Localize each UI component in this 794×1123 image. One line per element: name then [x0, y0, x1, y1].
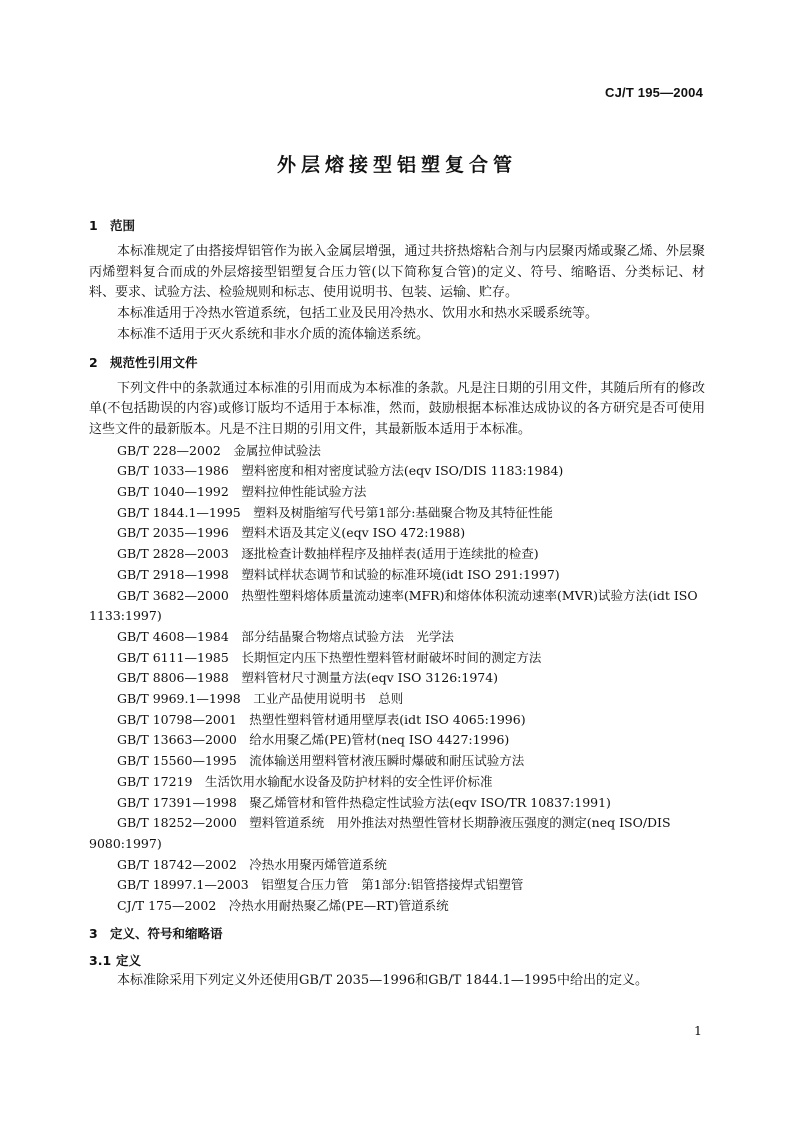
section-number: 3	[89, 925, 98, 941]
section-title: 范围	[110, 218, 136, 233]
section-title: 规范性引用文件	[110, 354, 198, 370]
section-title: 定义、符号和缩略语	[110, 925, 223, 941]
subsection-heading-definitions	[89, 950, 705, 971]
definitions-paragraph: 本标准除采用下列定义外还使用GB/T 2035—1996和GB/T 1844.1—1995中给出的定义。	[117, 972, 648, 988]
reference-item: GB/T 18252—2000 塑料管道系统 用外推法对热塑性管材长期静液压强度的测定(neq ISO/DIS 9080:1997)	[89, 815, 671, 851]
section-heading-scope	[89, 215, 705, 236]
subsection-number: 3.1	[89, 952, 112, 968]
reference-item: GB/T 17391—1998 聚乙烯管材和管件热稳定性试验方法(eqv ISO/TR 10837:1991)	[117, 794, 611, 810]
reference-item: GB/T 6111—1985 长期恒定内压下热塑性塑料管材耐破坏时间的测定方法	[117, 649, 542, 665]
reference-item: GB/T 17219 生活饮用水输配水设备及防护材料的安全性评价标准	[117, 773, 493, 789]
section-heading-normative-references	[89, 352, 705, 373]
reference-item: GB/T 15560—1995 流体输送用塑料管材液压瞬时爆破和耐压试验方法	[117, 753, 525, 769]
section-heading-definitions	[89, 923, 705, 944]
section-number: 2	[89, 354, 98, 370]
reference-item: GB/T 3682—2000 热塑性塑料熔体质量流动速率(MFR)和熔体体积流动速率(MVR)试验方法(idt ISO 1133:1997)	[89, 587, 698, 624]
reference-item: GB/T 8806—1988 塑料管材尺寸测量方法(eqv ISO 3126:1974)	[117, 670, 499, 686]
reference-item: GB/T 228—2002 金属拉伸试验法	[117, 442, 321, 458]
subsection-title: 定义	[116, 952, 142, 968]
scope-paragraph: 本标准适用于冷热水管道系统，包括工业及民用冷热水、饮用水和热水采暖系统等。	[117, 306, 599, 322]
reference-item: GB/T 10798—2001 热塑性塑料管材通用壁厚表(idt ISO 4065:1996)	[117, 711, 526, 727]
scope-paragraph: 本标准规定了由搭接焊铝管作为嵌入金属层增强，通过共挤热熔粘合剂与内层聚丙烯或聚乙烯、外层聚丙烯塑料复合而成的外层熔接型铝塑复合压力管(以下简称复合管)的定义、符号、缩略语、分类标记、材料、要求、试验方法、检验规则和标志、使用说明书、包装、运输、贮存。	[89, 244, 705, 301]
reference-item: CJ/T 175—2002 冷热水用耐热聚乙烯(PE—RT)管道系统	[117, 898, 449, 914]
reference-item: GB/T 2918—1998 塑料试样状态调节和试验的标准环境(idt ISO 291:1997)	[117, 566, 560, 582]
reference-item: GB/T 9969.1—1998 工业产品使用说明书 总则	[117, 691, 404, 707]
standard-code: CJ/T 195—2004	[605, 85, 703, 100]
document-body	[89, 215, 705, 992]
section-number: 1	[89, 218, 98, 233]
reference-item: GB/T 1040—1992 塑料拉伸性能试验方法	[117, 484, 367, 500]
reference-item: GB/T 1844.1—1995 塑料及树脂缩写代号第1部分:基础聚合物及其特征性能	[117, 504, 553, 520]
scope-paragraph: 本标准不适用于灭火系统和非水介质的流体输送系统。	[117, 326, 430, 342]
reference-item: GB/T 2828—2003 逐批检查计数抽样程序及抽样表(适用于连续批的检查)	[117, 546, 539, 562]
reference-item: GB/T 4608—1984 部分结晶聚合物熔点试验方法 光学法	[117, 628, 454, 644]
reference-item: GB/T 1033—1986 塑料密度和相对密度试验方法(eqv ISO/DIS 1183:1984)	[117, 463, 564, 479]
reference-item: GB/T 13663—2000 给水用聚乙烯(PE)管材(neq ISO 4427:1996)	[117, 732, 510, 748]
page-number: 1	[694, 1023, 702, 1038]
reference-item: GB/T 2035—1996 塑料术语及其定义(eqv ISO 472:1988)	[117, 525, 466, 541]
document-title: 外层熔接型铝塑复合管	[276, 154, 517, 176]
reference-item: GB/T 18997.1—2003 铝塑复合压力管 第1部分:铝管搭接焊式铝塑管	[117, 877, 524, 893]
reference-item: GB/T 18742—2002 冷热水用聚丙烯管道系统	[117, 856, 387, 872]
references-intro: 下列文件中的条款通过本标准的引用而成为本标准的条款。凡是注日期的引用文件，其随后所有的修改单(不包括勘误的内容)或修订版均不适用于本标准，然而，鼓励根据本标准达成协议的各方研究是否可使用这些文件的最新版本。凡是不注日期的引用文件，其最新版本适用于本标准。	[89, 380, 705, 437]
